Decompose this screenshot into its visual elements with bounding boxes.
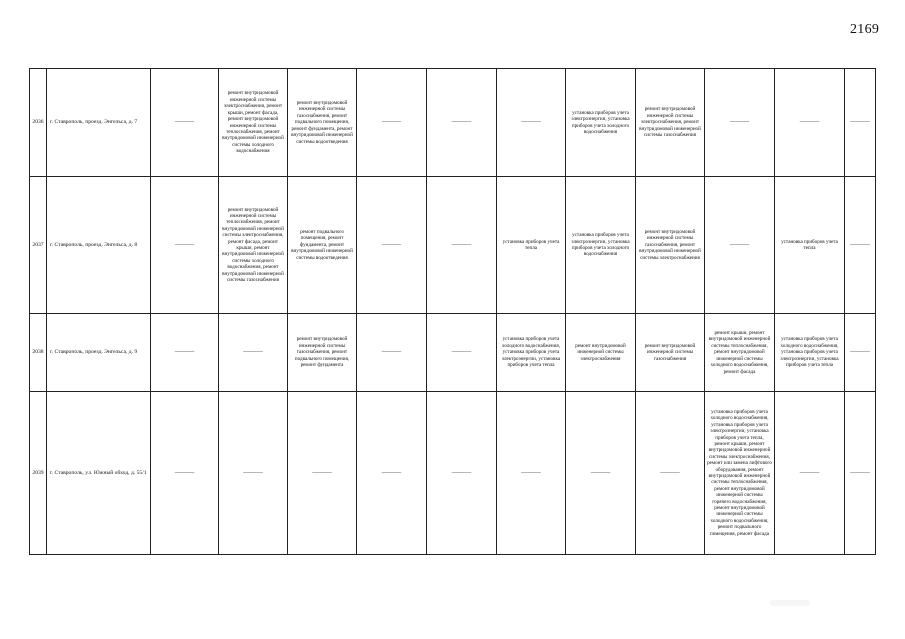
work-cell-c2 (219, 69, 288, 177)
row-address-text: г. Ставрополь, проезд. Энгельса, д. 7 (50, 119, 138, 126)
work-text: установка приборов учета холодного водоснабжения, установка приборов учета электроэнергии, установка приборов учета тепла (501, 336, 561, 369)
page-number: 2169 (850, 22, 880, 37)
work-cell-c1 (151, 177, 219, 314)
work-cell-c11 (845, 314, 876, 392)
work-text: ——— (174, 348, 195, 356)
row-number (30, 392, 47, 555)
row-address-text: г. Ставрополь, проезд. Энгельса, д. 9 (50, 349, 138, 356)
work-text: ——— (451, 240, 472, 248)
row-number-text: 2039 (32, 469, 44, 476)
work-cell-c2 (219, 177, 288, 314)
work-text: ——— (381, 118, 402, 126)
row-address (47, 392, 151, 555)
work-cell-c8 (636, 314, 705, 392)
work-text: ремонт внутридомовой инженерной системы газоснабжения (644, 342, 696, 362)
work-text: ремонт внутридомовой инженерной системы газоснабжения, ремонт внутридомовой инженерной системы электроснабжения (639, 228, 701, 261)
work-text: ремонт внутридомовой инженерной системы теплоснабжения, ремонт внутридомовой инженерной системы электроснабжения, ремонт фасада, ремонт крыши, ремонт внутридомовой инженерной системы холодного водоснабжения, ремонт внутридомовой инженерной системы газоснабжения (222, 206, 284, 284)
work-cell-c9 (705, 177, 775, 314)
row-address (47, 177, 151, 314)
row-number-text: 2037 (32, 241, 44, 248)
work-cell-c9 (705, 69, 775, 177)
work-cell-c7 (566, 69, 636, 177)
work-text: ——— (850, 348, 870, 356)
row-address (47, 69, 151, 177)
work-cell-c6 (497, 314, 566, 392)
work-text: ——— (729, 240, 750, 248)
work-cell-c10 (775, 69, 845, 177)
row-number-text: 2036 (32, 119, 44, 126)
work-cell-c3 (288, 392, 357, 555)
work-text: установка приборов учета холодного водоснабжения, установка приборов учета электроэнергии, установка приборов учета тепла, ремонт крыши, ремонт внутридомовой инженерной системы электроснабжения, ремонт или замена лифтового оборудования, ремонт внутридомовой инженерной системы теплоснабжения, ремонт внутридомовой инженерной системы горячего водоснабжения, ремонт внутридомовой инженерной системы холодного водоснабжения, ремонт подвального помещения, ремонт фасада (707, 408, 772, 537)
work-text: ——— (799, 118, 820, 126)
work-cell-c1 (151, 69, 219, 177)
row-number (30, 314, 47, 392)
work-cell-c5 (427, 392, 497, 555)
work-text: ——— (381, 468, 402, 476)
scan-smudge (770, 600, 810, 606)
work-cell-c7 (566, 177, 636, 314)
work-text: установка приборов учета холодного водоснабжения, установка приборов учета электроэнергии, установка приборов учета тепла (780, 336, 839, 369)
work-cell-c11 (845, 392, 876, 555)
work-text: ——— (521, 118, 541, 126)
work-cell-c1 (151, 314, 219, 392)
work-text: ——— (521, 468, 541, 476)
work-cell-c8 (636, 69, 705, 177)
work-cell-c5 (427, 177, 497, 314)
work-text: ремонт внутридомовой инженерной системы электроснабжения, ремонт крыши, ремонт фасада, ремонт внутридомовой инженерной системы теплоснабжения, ремонт внутридомовой инженерной системы холодного водоснабжения (222, 90, 284, 155)
work-text: ——— (243, 348, 263, 356)
work-cell-c4 (357, 177, 427, 314)
work-text: ——— (451, 118, 472, 126)
work-text: ремонт внутридомовой инженерной системы электроснабжения (575, 342, 626, 362)
work-text: ——— (381, 240, 402, 248)
work-text: установка приборов учета электроэнергии, установка приборов учета холодного водоснабжения (571, 232, 630, 258)
work-cell-c4 (357, 314, 427, 392)
work-text: ——— (174, 240, 195, 248)
work-cell-c8 (636, 392, 705, 555)
work-text: установка приборов учета тепла (781, 238, 838, 251)
row-address-text: г. Ставрополь, проезд. Энгельса, д. 8 (50, 241, 138, 248)
row-address-text: г. Ставрополь, у.з. Южный обход, д. 55/1 (50, 469, 147, 476)
row-number-text: 2038 (32, 349, 44, 356)
table-row (30, 69, 876, 177)
work-text: ——— (451, 468, 472, 476)
work-text: ремонт крыши, ремонт внутридомовой инженерной системы теплоснабжения, ремонт внутридомовой инженерной системы холодного водоснабжения, ремонт фасада (708, 330, 771, 375)
work-text: ——— (729, 118, 750, 126)
work-cell-c10 (775, 314, 845, 392)
work-cell-c10 (775, 392, 845, 555)
work-cell-c6 (497, 69, 566, 177)
work-text: ——— (174, 468, 195, 476)
work-text: ——— (850, 468, 870, 476)
table-row (30, 314, 876, 392)
works-table (29, 68, 876, 555)
work-cell-c6 (497, 392, 566, 555)
work-cell-c10 (775, 177, 845, 314)
work-text: ——— (799, 468, 820, 476)
work-cell-c7 (566, 392, 636, 555)
work-cell-c1 (151, 392, 219, 555)
work-cell-c2 (219, 392, 288, 555)
work-cell-c3 (288, 314, 357, 392)
work-cell-c11 (845, 177, 876, 314)
work-text: ——— (243, 468, 263, 476)
work-cell-c9 (705, 314, 775, 392)
work-text: ——— (381, 348, 402, 356)
work-cell-c3 (288, 177, 357, 314)
work-cell-c4 (357, 392, 427, 555)
work-text: ——— (451, 348, 472, 356)
work-cell-c4 (357, 69, 427, 177)
work-cell-c9 (705, 392, 775, 555)
row-number (30, 177, 47, 314)
work-text: ——— (850, 118, 870, 126)
work-cell-c8 (636, 177, 705, 314)
work-cell-c5 (427, 69, 497, 177)
work-cell-c7 (566, 314, 636, 392)
work-text: ремонт подвального помещения, ремонт фундамента, ремонт внутридомовой инженерной системы водоотведения (291, 228, 353, 261)
work-text: ——— (660, 468, 680, 476)
work-text: ——— (174, 118, 195, 126)
row-address (47, 314, 151, 392)
work-cell-c2 (219, 314, 288, 392)
work-text: ремонт внутридомовой инженерной системы газоснабжения, ремонт подвального помещения, ремонт фундамента (294, 336, 350, 369)
work-text: ——— (312, 468, 332, 476)
work-text: установка приборов учета электроэнергии, установка приборов учета холодного водоснабжения (571, 109, 630, 135)
work-text: ——— (850, 240, 870, 248)
table-row (30, 177, 876, 314)
table-row (30, 392, 876, 555)
work-cell-c5 (427, 314, 497, 392)
work-text: установка приборов учета тепла (502, 238, 560, 251)
work-text: ремонт внутридомовой инженерной системы газоснабжения, ремонт подвального помещения, ремонт фундамента, ремонт внутридомовой инженерной системы водоотведения (291, 100, 353, 145)
work-cell-c3 (288, 69, 357, 177)
work-cell-c6 (497, 177, 566, 314)
work-text: ——— (590, 468, 611, 476)
work-text: ремонт внутридомовой инженерной системы электроснабжения, ремонт внутридомовой инженерной системы газоснабжения (639, 106, 701, 139)
work-cell-c11 (845, 69, 876, 177)
row-number (30, 69, 47, 177)
